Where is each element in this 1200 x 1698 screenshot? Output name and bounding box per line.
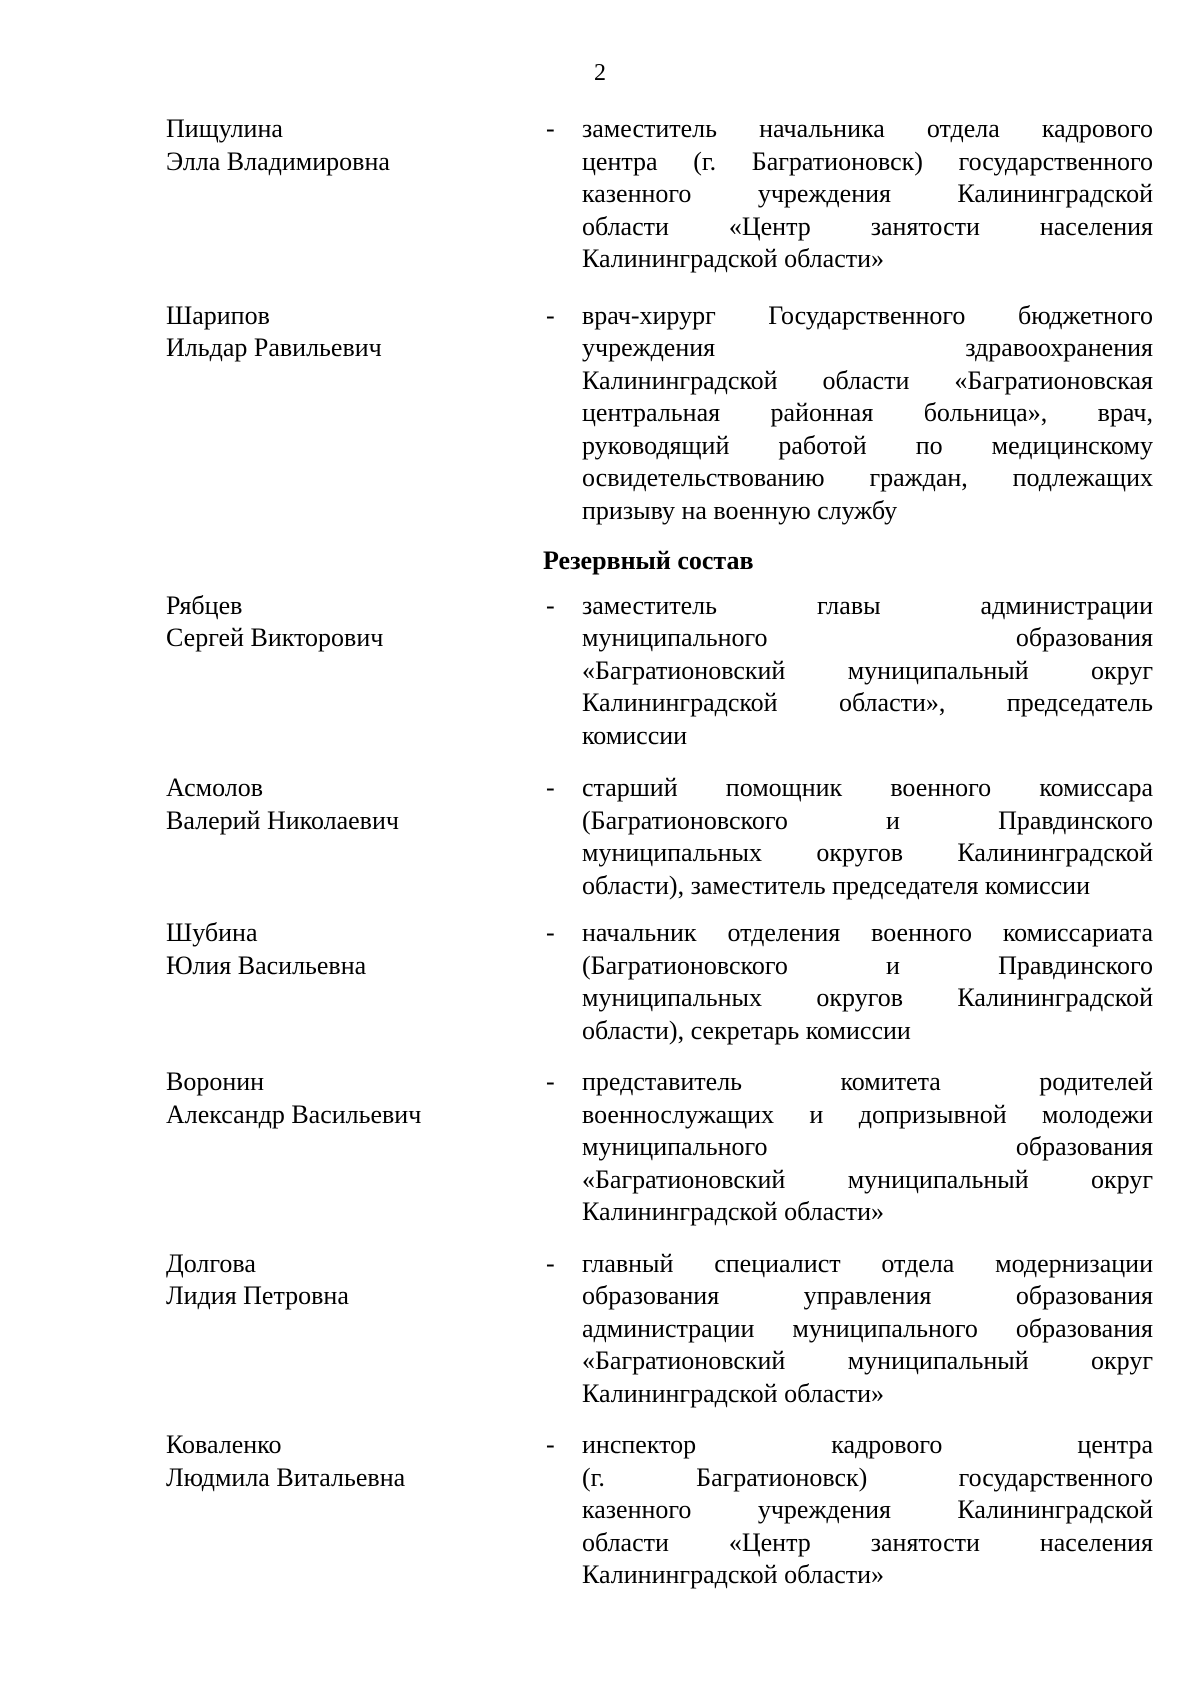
position-line: инспектор кадрового центра — [582, 1430, 1153, 1459]
position-line: освидетельствованию граждан, подлежащих — [582, 463, 1153, 492]
position-line: Калининградской области», председатель — [582, 688, 1153, 717]
position-line: области «Центр занятости населения — [582, 1527, 1153, 1557]
position-line: области), секретарь комиссии — [582, 1015, 911, 1045]
position-line: Калининградской области» — [582, 1197, 885, 1226]
dash-separator: - — [546, 300, 555, 330]
position-line: призыву на военную службу — [582, 495, 898, 525]
member-entry — [166, 1429, 1153, 1592]
member-position — [582, 772, 1153, 902]
member-entry — [166, 772, 1153, 902]
member-entry — [166, 590, 1153, 753]
member-surname: Пищулина — [166, 114, 283, 143]
member-position — [582, 1066, 1153, 1229]
position-line: казенного учреждения Калининградской — [582, 179, 1153, 208]
position-line: муниципального образования — [582, 623, 1153, 652]
member-position — [582, 300, 1153, 528]
position-line: (Багратионовского и Правдинского — [582, 805, 1153, 835]
position-line: муниципальных округов Калининградской — [582, 838, 1153, 867]
member-entry — [166, 300, 1153, 528]
position-line: руководящий работой по медицинскому — [582, 430, 1153, 460]
position-line: комиссии — [582, 720, 688, 750]
member-given-name: Элла Владимировна — [166, 146, 390, 176]
position-line: Калининградской области» — [582, 244, 885, 273]
position-line: образования управления образования — [582, 1281, 1153, 1310]
member-given-name: Ильдар Равильевич — [166, 333, 382, 362]
member-surname: Шубина — [166, 918, 258, 947]
member-position — [582, 590, 1153, 753]
member-entry — [166, 1066, 1153, 1229]
member-given-name: Людмила Витальевна — [166, 1462, 406, 1492]
position-line: главный специалист отдела модернизации — [582, 1248, 1153, 1278]
member-given-name: Юлия Васильевна — [166, 950, 367, 980]
member-name — [166, 1429, 496, 1494]
dash-separator: - — [546, 918, 555, 947]
position-line: военнослужащих и допризывной молодежи — [582, 1099, 1153, 1129]
position-line: «Багратионовский муниципальный округ — [582, 1346, 1153, 1375]
position-line: Калининградской области» — [582, 1378, 885, 1408]
member-name — [166, 917, 496, 982]
member-surname: Долгова — [166, 1248, 256, 1278]
position-line: заместитель начальника отдела кадрового — [582, 114, 1153, 143]
member-name — [166, 590, 496, 655]
member-position — [582, 113, 1153, 276]
member-name — [166, 1248, 496, 1313]
position-line: центра (г. Багратионовск) государственного — [582, 146, 1153, 176]
position-line: «Багратионовский муниципальный округ — [582, 655, 1153, 685]
page-number: 2 — [594, 60, 606, 86]
position-line: муниципального образования — [582, 1132, 1153, 1161]
position-line: заместитель главы администрации — [582, 590, 1153, 620]
position-line: области «Центр занятости населения — [582, 211, 1153, 241]
member-name — [166, 772, 496, 837]
dash-separator: - — [546, 114, 555, 143]
members-list — [166, 113, 1153, 1592]
member-given-name: Лидия Петровна — [166, 1281, 349, 1310]
member-name — [166, 300, 496, 365]
section-title: Резервный состав — [543, 546, 754, 575]
dash-separator: - — [546, 1430, 555, 1459]
member-name — [166, 113, 496, 178]
member-surname: Рябцев — [166, 590, 243, 620]
position-line: (г. Багратионовск) государственного — [582, 1462, 1153, 1492]
member-position — [582, 1429, 1153, 1592]
position-line: врач-хирург Государственного бюджетного — [582, 300, 1153, 330]
member-entry — [166, 113, 1153, 276]
dash-separator: - — [546, 590, 555, 620]
dash-separator: - — [546, 773, 555, 802]
dash-separator: - — [546, 1248, 555, 1278]
position-line: Калининградской области» — [582, 1560, 885, 1589]
member-given-name: Александр Васильевич — [166, 1099, 422, 1129]
position-line: учреждения здравоохранения — [582, 333, 1153, 362]
member-entry — [166, 917, 1153, 1047]
position-line: муниципальных округов Калининградской — [582, 983, 1153, 1012]
position-line: старший помощник военного комиссара — [582, 773, 1153, 802]
position-line: области), заместитель председателя комиссии — [582, 870, 1090, 900]
member-surname: Коваленко — [166, 1430, 282, 1459]
member-surname: Воронин — [166, 1067, 265, 1096]
member-surname: Шарипов — [166, 300, 270, 330]
position-line: администрации муниципального образования — [582, 1313, 1153, 1343]
member-name — [166, 1066, 496, 1131]
member-given-name: Валерий Николаевич — [166, 805, 399, 835]
member-entry — [166, 1248, 1153, 1411]
position-line: Калининградской области «Багратионовская — [582, 365, 1153, 395]
position-line: представитель комитета родителей — [582, 1067, 1153, 1096]
member-given-name: Сергей Викторович — [166, 623, 384, 652]
position-line: «Багратионовский муниципальный округ — [582, 1164, 1153, 1194]
position-line: начальник отделения военного комиссариата — [582, 918, 1153, 947]
position-line: казенного учреждения Калининградской — [582, 1495, 1153, 1524]
dash-separator: - — [546, 1067, 555, 1096]
member-surname: Асмолов — [166, 773, 264, 802]
position-line: (Багратионовского и Правдинского — [582, 950, 1153, 980]
position-line: центральная районная больница», врач, — [582, 398, 1153, 427]
member-position — [582, 917, 1153, 1047]
member-position — [582, 1248, 1153, 1411]
